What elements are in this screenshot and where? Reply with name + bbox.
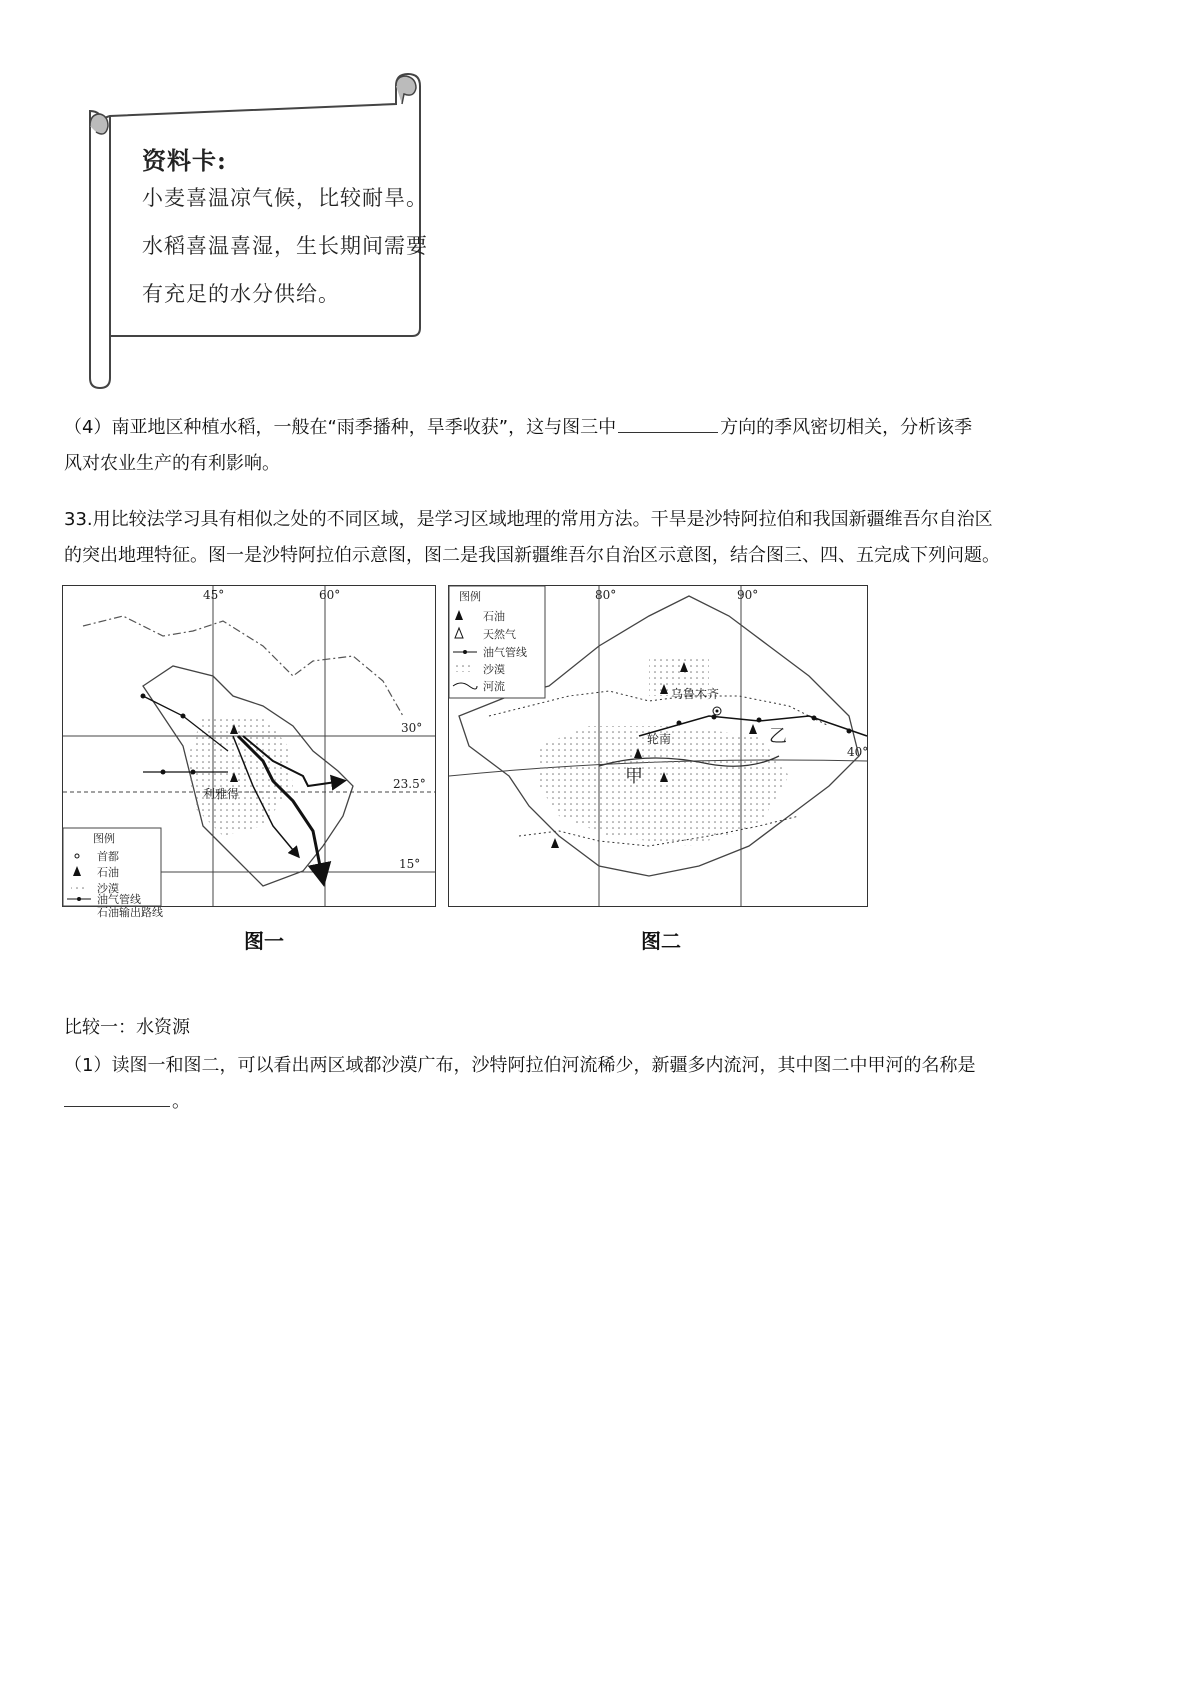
legend2-river: 河流 xyxy=(483,680,505,693)
river-jia-label: 甲 xyxy=(625,766,643,787)
legend-title: 图例 xyxy=(93,832,115,845)
urumqi-label: 乌鲁木齐 xyxy=(671,687,720,701)
map1-caption: 图一 xyxy=(244,929,284,953)
question-4-text-3: 风对农业生产的有利影响。 xyxy=(64,453,280,474)
card-line-1: 小麦喜温凉气候，比较耐旱。 xyxy=(142,186,428,210)
question-33-line-2: 的突出地理特征。图一是沙特阿拉伯示意图，图二是我国新疆维吾尔自治区示意图，结合图三、四、五完成下列问题。 xyxy=(64,545,1000,566)
question-4-text-2: 方向的季风密切相关，分析该季 xyxy=(720,417,973,438)
legend2-pipeline: 油气管线 xyxy=(483,646,527,659)
card-title: 资料卡: xyxy=(142,146,227,175)
legend-export-route: 石油输出路线 xyxy=(97,906,163,919)
compare-question-1-text: （1）读图一和图二，可以看出两区域都沙漠广布，沙特阿拉伯河流稀少，新疆多内流河，其中图二中甲河的名称是 xyxy=(64,1055,976,1076)
compare-question-1-end: 。 xyxy=(172,1091,190,1112)
saudi-arabia-map xyxy=(62,585,436,919)
lat-30-label: 30° xyxy=(401,721,423,735)
river-yi-label: 乙 xyxy=(769,726,787,747)
card-line-2: 水稻喜温喜湿，生长期间需要 xyxy=(142,234,428,258)
question-33 xyxy=(64,502,1144,574)
lat-23-5-label: 23.5° xyxy=(393,777,426,791)
question-4-text-1: （4）南亚地区种植水稻，一般在“雨季播种，旱季收获”，这与图三中 xyxy=(64,417,617,438)
legend-pipeline: 油气管线 xyxy=(97,893,141,906)
legend2-title: 图例 xyxy=(459,590,481,603)
riyadh-label: 利雅得 xyxy=(203,787,240,801)
legend2-gas: 天然气 xyxy=(483,628,516,641)
lon-90-label: 90° xyxy=(737,588,759,602)
card-line-3: 有充足的水分供给。 xyxy=(142,282,340,306)
compare-heading: 比较一：水资源 xyxy=(64,1017,190,1038)
lunnan-label: 轮南 xyxy=(647,732,672,746)
legend-desert: 沙漠 xyxy=(97,882,119,895)
lat-15-label: 15° xyxy=(399,857,421,871)
compare-question-1 xyxy=(64,1048,1144,1120)
legend-oil: 石油 xyxy=(97,866,119,879)
legend-capital: 首都 xyxy=(97,850,119,863)
map2-caption: 图二 xyxy=(641,929,681,953)
info-card-scroll xyxy=(62,66,424,390)
lon-80-label: 80° xyxy=(595,588,617,602)
lat-40-label: 40° xyxy=(847,745,869,759)
question-4 xyxy=(64,410,1144,482)
question-33-line-1: 33.用比较法学习具有相似之处的不同区域，是学习区域地理的常用方法。干旱是沙特阿拉伯和我国新疆维吾尔自治区 xyxy=(64,509,993,530)
legend2-desert: 沙漠 xyxy=(483,663,505,676)
lon-45-label: 45° xyxy=(203,588,225,602)
xinjiang-map xyxy=(448,585,868,907)
answer-blank[interactable] xyxy=(618,418,718,433)
legend2-oil: 石油 xyxy=(483,610,505,623)
lon-60-label: 60° xyxy=(319,588,341,602)
answer-blank-2[interactable] xyxy=(64,1092,170,1107)
